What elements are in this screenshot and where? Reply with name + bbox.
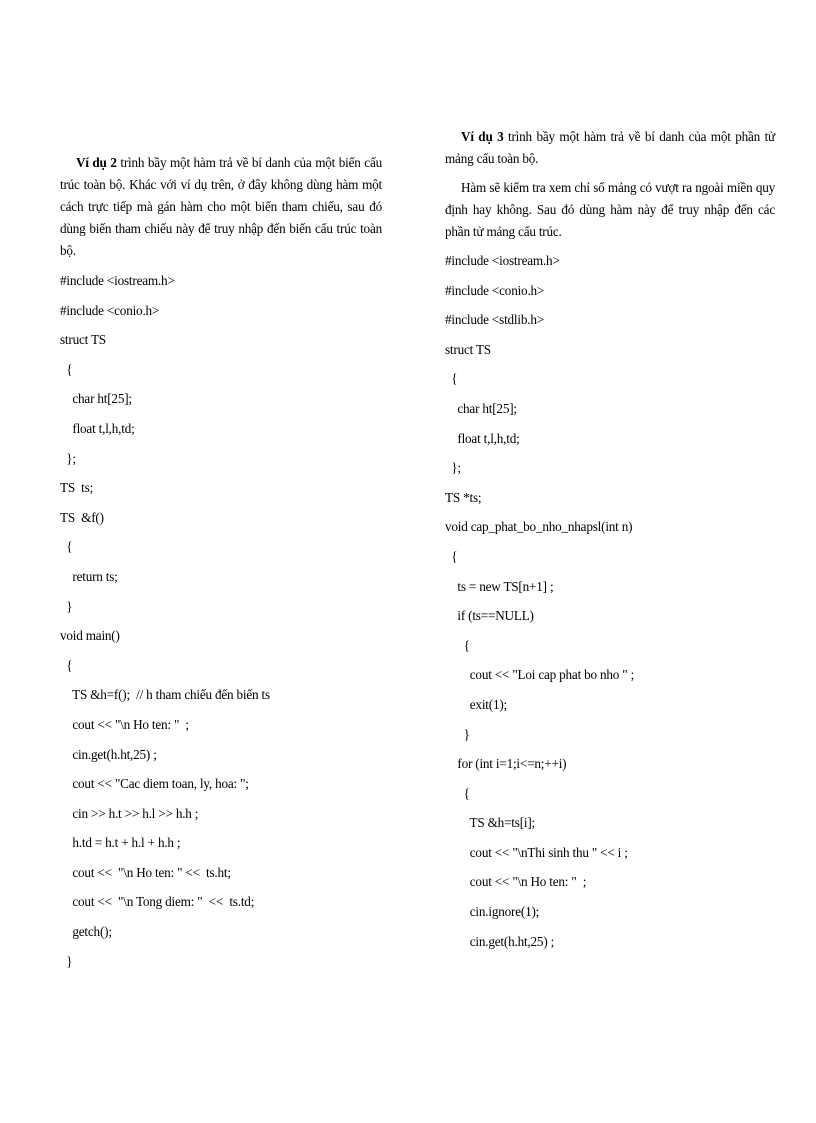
code-line: void cap_phat_bo_nho_nhapsl(int n) (445, 519, 633, 535)
code-line: cout << "\nThi sinh thu " << i ; (445, 844, 628, 860)
left-column (60, 152, 382, 976)
code-line: TS ts; (60, 480, 94, 496)
example-2-code (60, 266, 382, 976)
code-line: char ht[25]; (60, 391, 132, 407)
code-line: if (ts==NULL) (445, 608, 534, 624)
example-3-intro (445, 126, 775, 170)
code-line: }; (60, 450, 76, 466)
example-2-intro (60, 152, 382, 262)
code-line: #include <stdlib.h> (445, 312, 544, 328)
code-line: return ts; (60, 568, 118, 584)
code-line: for (int i=1;i<=n;++i) (445, 756, 567, 772)
code-line: } (445, 726, 470, 742)
code-line: { (445, 548, 458, 564)
code-line: TS &f() (60, 509, 104, 525)
code-line: cout << "\n Tong diem: " << ts.td; (60, 894, 255, 910)
code-line: void main() (60, 628, 120, 644)
code-line: { (445, 637, 470, 653)
code-line: } (60, 953, 73, 969)
code-line: struct TS (60, 332, 106, 348)
code-line: { (60, 539, 73, 555)
code-line: #include <conio.h> (60, 302, 160, 318)
code-line: cout << "Loi cap phat bo nho " ; (445, 667, 635, 683)
code-line: cout << "\n Ho ten: " ; (445, 874, 587, 890)
code-line: TS &h=ts[i]; (445, 815, 536, 831)
code-line: cin >> h.t >> h.l >> h.h ; (60, 805, 199, 821)
example-3-code (445, 246, 775, 956)
code-line: { (60, 657, 73, 673)
code-line: { (445, 785, 470, 801)
right-column (445, 126, 775, 956)
code-line: getch(); (60, 924, 112, 940)
example-3-label: Ví dụ 3 (461, 129, 504, 144)
code-line: #include <conio.h> (445, 282, 545, 298)
code-line: cout << "\n Ho ten: " ; (60, 716, 189, 732)
code-line: cin.get(h.ht,25) ; (60, 746, 157, 762)
code-line: cout << "Cac diem toan, ly, hoa: "; (60, 776, 249, 792)
code-line: float t,l,h,td; (60, 420, 135, 436)
code-line: #include <iostream.h> (445, 253, 560, 268)
code-line: ts = new TS[n+1] ; (445, 578, 554, 594)
example-3-description: Hàm sẽ kiểm tra xem chỉ số mảng có vượt ra ngoài miền quy định hay không. Sau đó dùng hàm này để truy nhập đến các phần tử mảng cấu trúc. (445, 180, 775, 239)
code-line: { (60, 361, 73, 377)
code-line: cin.get(h.ht,25) ; (445, 933, 555, 949)
code-line: cin.ignore(1); (445, 904, 540, 920)
code-line: char ht[25]; (445, 400, 517, 416)
code-line: h.td = h.t + h.l + h.h ; (60, 835, 181, 851)
code-line: float t,l,h,td; (445, 430, 520, 446)
code-line: struct TS (445, 341, 491, 357)
example-3-text: trình bầy một hàm trả về bí danh của một phần tử mảng cấu toàn bộ. (445, 129, 775, 166)
example-2-label: Ví dụ 2 (76, 155, 117, 170)
example-2-text: trình bầy một hàm trả về bí danh của một biến cấu trúc toàn bộ. Khác với ví dụ trên, ở đây không dùng hàm một cách trực tiếp mà gán hàm cho một biến tham chiếu, sau đó dùng biến tham chiếu này để truy nhập đến biến cấu trúc toàn bộ. (60, 155, 382, 258)
code-line: } (60, 598, 73, 614)
code-line: TS &h=f(); // h tham chiếu đến biến ts (60, 687, 270, 703)
code-line: TS *ts; (445, 489, 482, 505)
code-line: cout << "\n Ho ten: " << ts.ht; (60, 864, 231, 880)
code-line: { (445, 371, 458, 387)
code-line: }; (445, 460, 461, 476)
code-line: #include <iostream.h> (60, 273, 175, 288)
code-line: exit(1); (445, 696, 507, 712)
